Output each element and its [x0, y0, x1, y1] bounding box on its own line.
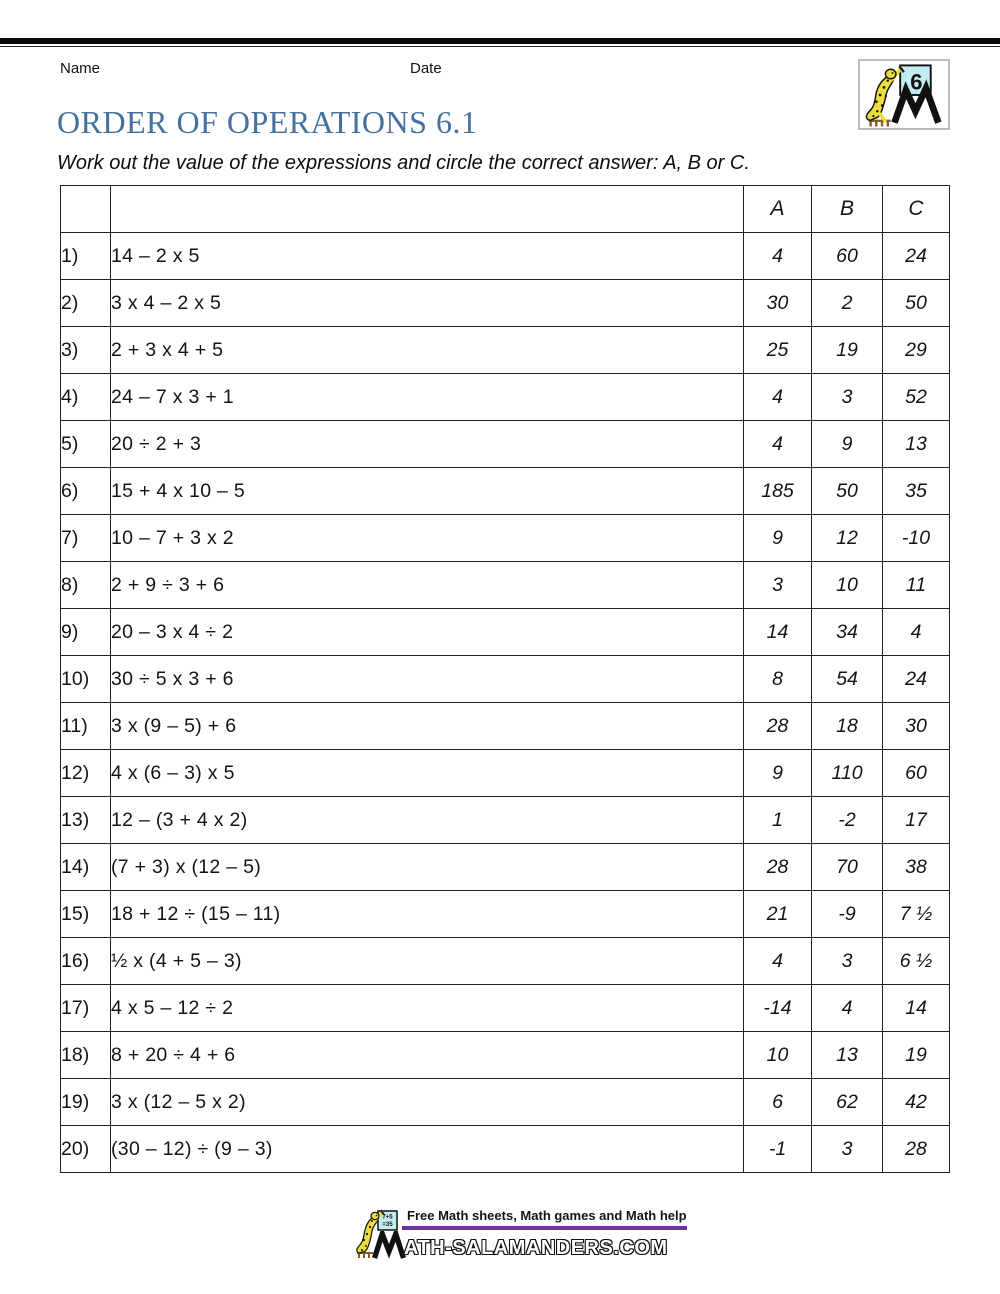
site-name-row [372, 1231, 687, 1260]
question-number: 14) [61, 844, 111, 891]
answer-c: 24 [883, 233, 950, 280]
question-number: 9) [61, 609, 111, 656]
answer-b: 70 [812, 844, 883, 891]
answer-a: 4 [744, 938, 812, 985]
expression-column-header [111, 186, 744, 233]
expression: (30 – 12) ÷ (9 – 3) [111, 1126, 744, 1173]
table-row [61, 421, 950, 468]
question-number: 15) [61, 891, 111, 938]
answer-c: 6 ½ [883, 938, 950, 985]
answer-a: 21 [744, 891, 812, 938]
answer-a: 8 [744, 656, 812, 703]
question-number: 8) [61, 562, 111, 609]
answer-a: 6 [744, 1079, 812, 1126]
answer-b: 2 [812, 280, 883, 327]
salamander-easel-icon [862, 63, 946, 127]
answer-b: 50 [812, 468, 883, 515]
top-divider-thin [0, 46, 1000, 47]
answer-c: 29 [883, 327, 950, 374]
answer-c: 30 [883, 703, 950, 750]
answer-b: 60 [812, 233, 883, 280]
answer-b: 10 [812, 562, 883, 609]
question-number: 10) [61, 656, 111, 703]
grade-number: 6 [910, 68, 923, 94]
table-row [61, 985, 950, 1032]
answer-c: 42 [883, 1079, 950, 1126]
answer-a: 28 [744, 703, 812, 750]
page-title: ORDER OF OPERATIONS 6.1 [57, 104, 478, 140]
site-m-logo-icon [372, 1231, 406, 1260]
answer-a: 28 [744, 844, 812, 891]
expression: 18 + 12 ÷ (15 – 11) [111, 891, 744, 938]
answer-a: 10 [744, 1032, 812, 1079]
table-row [61, 1032, 950, 1079]
question-number: 1) [61, 233, 111, 280]
expression: 2 + 9 ÷ 3 + 6 [111, 562, 744, 609]
top-divider-thick [0, 38, 1000, 44]
table-row [61, 938, 950, 985]
footer-board-line2: =35 [382, 1222, 393, 1228]
stool [869, 120, 891, 126]
answer-c: 38 [883, 844, 950, 891]
answer-c: 60 [883, 750, 950, 797]
answer-c: 28 [883, 1126, 950, 1173]
name-label: Name [60, 60, 101, 77]
table-row [61, 233, 950, 280]
question-number: 20) [61, 1126, 111, 1173]
question-number: 13) [61, 797, 111, 844]
question-number: 11) [61, 703, 111, 750]
answer-c: 35 [883, 468, 950, 515]
answer-c: 13 [883, 421, 950, 468]
instruction-text: Work out the value of the expressions and circle the correct answer: A, B or C. [57, 152, 750, 174]
table-row [61, 374, 950, 421]
question-number: 18) [61, 1032, 111, 1079]
expression: 30 ÷ 5 x 3 + 6 [111, 656, 744, 703]
footer-logo [354, 1208, 687, 1260]
table-row [61, 844, 950, 891]
answer-c: 24 [883, 656, 950, 703]
table-row [61, 891, 950, 938]
footer-text-block [402, 1208, 687, 1260]
answer-b: 4 [812, 985, 883, 1032]
answer-b: 3 [812, 374, 883, 421]
answer-c: 50 [883, 280, 950, 327]
answer-a: -1 [744, 1126, 812, 1173]
answer-a: 185 [744, 468, 812, 515]
table-row [61, 1079, 950, 1126]
expression: 14 – 2 x 5 [111, 233, 744, 280]
question-number: 5) [61, 421, 111, 468]
answer-b: 13 [812, 1032, 883, 1079]
site-name: ATH-SALAMANDERS.COM [404, 1237, 668, 1259]
answer-a: 4 [744, 374, 812, 421]
header-row [61, 186, 950, 233]
question-number: 7) [61, 515, 111, 562]
question-number: 6) [61, 468, 111, 515]
answer-a: 4 [744, 421, 812, 468]
expression: 10 – 7 + 3 x 2 [111, 515, 744, 562]
table-row [61, 750, 950, 797]
table-row [61, 468, 950, 515]
column-header-b: B [812, 186, 883, 233]
answer-c: 14 [883, 985, 950, 1032]
expression: 4 x (6 – 3) x 5 [111, 750, 744, 797]
answer-a: 4 [744, 233, 812, 280]
table-row [61, 562, 950, 609]
footer-tagline: Free Math sheets, Math games and Math help [407, 1208, 687, 1223]
footer-stool [357, 1253, 373, 1258]
question-number: 19) [61, 1079, 111, 1126]
expression: 2 + 3 x 4 + 5 [111, 327, 744, 374]
table-row [61, 1126, 950, 1173]
answer-c: 19 [883, 1032, 950, 1079]
answer-b: 34 [812, 609, 883, 656]
question-number: 12) [61, 750, 111, 797]
column-header-a: A [744, 186, 812, 233]
answer-a: 30 [744, 280, 812, 327]
worksheet-table-body [61, 233, 950, 1173]
table-row [61, 703, 950, 750]
answer-a: 9 [744, 515, 812, 562]
expression: (7 + 3) x (12 – 5) [111, 844, 744, 891]
answer-b: 3 [812, 938, 883, 985]
answer-a: 14 [744, 609, 812, 656]
expression: 8 + 20 ÷ 4 + 6 [111, 1032, 744, 1079]
answer-c: 11 [883, 562, 950, 609]
answer-b: 12 [812, 515, 883, 562]
table-row [61, 656, 950, 703]
answer-b: 19 [812, 327, 883, 374]
table-row [61, 515, 950, 562]
answer-a: 1 [744, 797, 812, 844]
answer-b: -2 [812, 797, 883, 844]
footer-board-line1: 7+5 [382, 1214, 393, 1221]
table-row [61, 797, 950, 844]
table-row [61, 280, 950, 327]
grade-logo-badge [858, 59, 950, 130]
answer-a: 9 [744, 750, 812, 797]
table-row [61, 609, 950, 656]
question-number: 3) [61, 327, 111, 374]
question-number: 16) [61, 938, 111, 985]
answer-b: 3 [812, 1126, 883, 1173]
answer-a: -14 [744, 985, 812, 1032]
expression: 15 + 4 x 10 – 5 [111, 468, 744, 515]
expression: 3 x (9 – 5) + 6 [111, 703, 744, 750]
answer-a: 3 [744, 562, 812, 609]
answer-b: -9 [812, 891, 883, 938]
answer-c: 52 [883, 374, 950, 421]
table-row [61, 327, 950, 374]
expression: 3 x (12 – 5 x 2) [111, 1079, 744, 1126]
question-number: 2) [61, 280, 111, 327]
answer-b: 54 [812, 656, 883, 703]
answer-b: 110 [812, 750, 883, 797]
expression: 12 – (3 + 4 x 2) [111, 797, 744, 844]
num-column-header [61, 186, 111, 233]
answer-a: 25 [744, 327, 812, 374]
question-number: 4) [61, 374, 111, 421]
answer-c: 17 [883, 797, 950, 844]
answer-c: 7 ½ [883, 891, 950, 938]
answer-b: 62 [812, 1079, 883, 1126]
answer-c: -10 [883, 515, 950, 562]
expression: 4 x 5 – 12 ÷ 2 [111, 985, 744, 1032]
expression: 20 – 3 x 4 ÷ 2 [111, 609, 744, 656]
answer-b: 9 [812, 421, 883, 468]
answer-c: 4 [883, 609, 950, 656]
date-label: Date [410, 60, 442, 77]
column-header-c: C [883, 186, 950, 233]
expression: 24 – 7 x 3 + 1 [111, 374, 744, 421]
expression: 20 ÷ 2 + 3 [111, 421, 744, 468]
purple-divider [402, 1226, 687, 1230]
question-number: 17) [61, 985, 111, 1032]
answer-b: 18 [812, 703, 883, 750]
worksheet-table [60, 185, 950, 1173]
expression: 3 x 4 – 2 x 5 [111, 280, 744, 327]
expression: ½ x (4 + 5 – 3) [111, 938, 744, 985]
